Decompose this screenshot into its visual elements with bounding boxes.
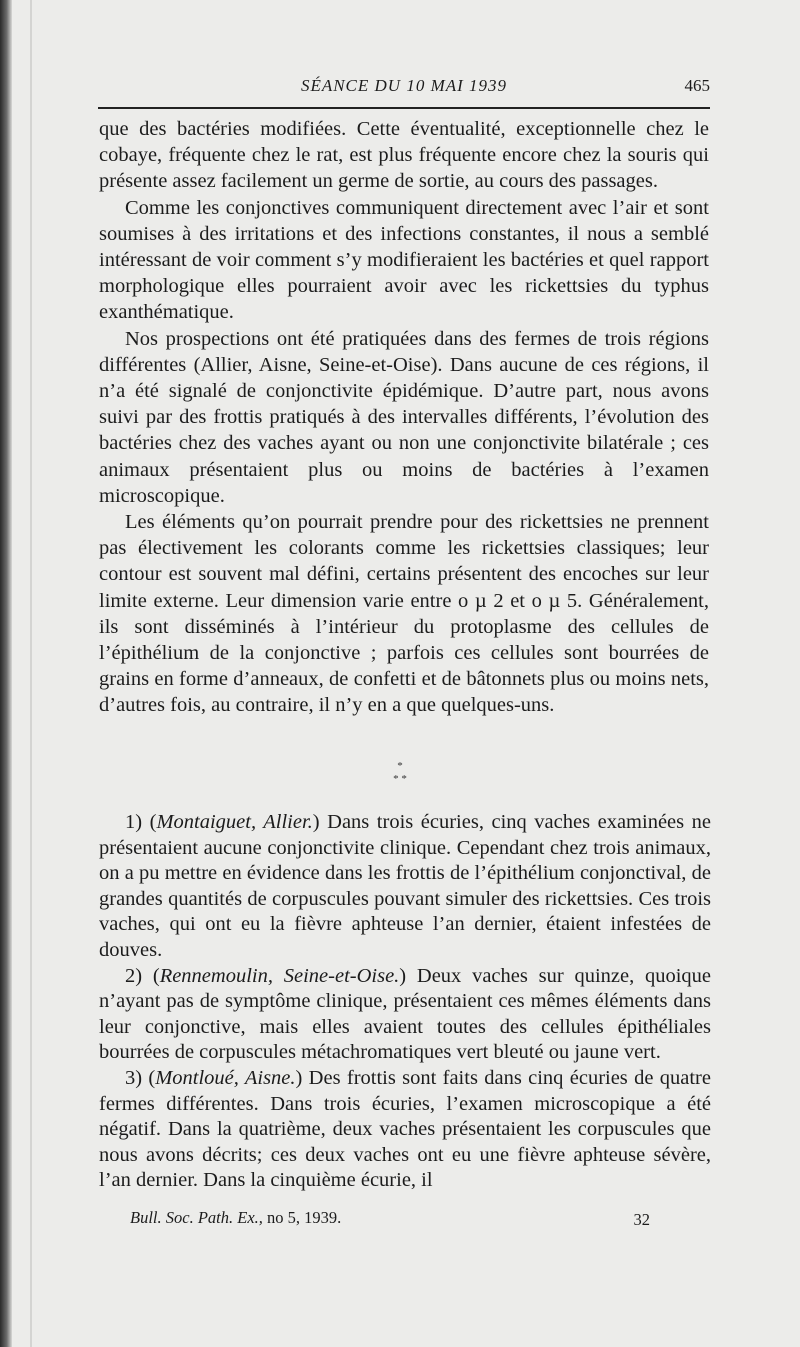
section-separator-bottom: * *: [393, 773, 407, 785]
note-3: 3) (Montloué, Aisne.) Des frottis sont faits dans cinq écuries de quatre fermes différentes. Dans trois écuries, l’examen microscopique a été négatif. Dans la quatrième, deux vaches présentaient les corpuscules que nous avons décrits; ces deux vaches ont eu une fièvre aphteuse sévère, l’an dernier. Dans la cinquième écurie, il: [99, 1066, 711, 1192]
running-header: [98, 76, 710, 106]
book-spine-shadow: [0, 0, 12, 1347]
paragraph-3: Nos prospections ont été pratiquées dans des fermes de trois régions différentes (Allier, Aisne, Seine-et-Oise). Dans aucune de ces régions, il n’a été signalé de conjonctivite épidémique. D’autre part, nous avons suivi par des frottis pratiqués à des intervalles différents, l’évolution des bactéries chez des vaches ayant ou non une conjonctivite bilatérale ; ces animaux présentaient plus ou moins de bactéries à l’examen microscopique.: [99, 327, 709, 507]
journal-issue: no 5, 1939.: [267, 1208, 342, 1227]
body-text: [99, 116, 709, 719]
note-text: Dans trois écuries, cinq vaches examinées ne présentaient aucune conjonctivite clinique. Cependant chez trois animaux, on a pu mettre en évidence dans les frottis de l’épithélium conjonctival, de grandes quantités de corpuscules pouvant simuler des rickettsies. Ces trois vaches, qui ont eu la fièvre aphteuse l’an dernier, étaient infestées de douves.: [99, 811, 711, 961]
note-number: 1): [125, 811, 143, 833]
note-1: 1) (Montaiguet, Allier.) Dans trois écuries, cinq vaches examinées ne présentaient aucune conjonctivite clinique. Cependant chez trois animaux, on a pu mettre en évidence dans les frottis de l’épithélium conjonctival, de grandes quantités de corpuscules pouvant simuler des rickettsies. Ces trois vaches, qui ont eu la fièvre aphteuse l’an dernier, étaient infestées de douves.: [99, 811, 711, 961]
journal-citation: [130, 1208, 341, 1227]
note-text: Des frottis sont faits dans cinq écuries de quatre fermes différentes. Dans trois écuries, l’examen microscopique a été négatif. Dans la quatrième, deux vaches présentaient les corpuscules que nous avons décrits; ces deux vaches ont eu une fièvre aphteuse sévère, l’an dernier. Dans la cinquième écurie, il: [99, 1066, 711, 1192]
note-number: 3): [125, 1066, 143, 1089]
paragraph-4: Les éléments qu’on pourrait prendre pour des rickettsies ne prennent pas électivement les colorants comme les rickettsies classiques; leur contour est souvent mal défini, certains présentent des encoches sur leur limite externe. Leur dimension varie entre o µ 2 et o µ 5. Généralement, ils sont disséminés à l’intérieur du protoplasme des cellules de l’épithélium de la conjonctive ; parfois ces cellules sont bourrées de grains en forme d’anneaux, de confetti et de bâtonnets plus ou moins nets, d’autres fois, au contraire, il n’y en a que quelques-uns.: [99, 511, 709, 717]
journal-name: Bull. Soc. Path. Ex.,: [130, 1208, 263, 1227]
note-place: Montloué, Aisne.: [155, 1066, 296, 1089]
header-title: SÉANCE DU 10 MAI 1939: [300, 76, 508, 95]
note-2: 2) (Rennemoulin, Seine-et-Oise.) Deux vaches sur quinze, quoique n’ayant pas de symptôme clinique, présentaient ces mêmes éléments dans leur conjonctive, mais elles avaient toutes des cellules épithéliales bourrées de corpuscules métachromatiques vert bleuté ou jaune vert.: [99, 964, 712, 1064]
note-number: 2): [125, 964, 143, 987]
note-place: Montaiguet, Allier.: [156, 811, 313, 833]
paragraph-1: que des bactéries modifiées. Cette éventualité, exceptionnelle chez le cobaye, fréquente chez le rat, est plus fréquente encore chez la souris qui présente assez facilement un germe de sortie, au cours des passages.: [99, 118, 709, 193]
paragraph-2: Comme les conjonctives communiquent directement avec l’air et sont soumises à des irritations et des infections constantes, il nous a semblé intéressant de voir comment s’y modifieraient les bactéries et quel rapport morphologique elles pourraient avoir avec les rickettsies du typhus exanthématique.: [99, 196, 709, 324]
header-rule: [98, 107, 710, 109]
page-edge-line: [30, 0, 32, 1347]
observation-notes: [99, 810, 711, 1194]
page-footer: [130, 1208, 650, 1228]
note-place: Rennemoulin, Seine-et-Oise.: [159, 964, 400, 987]
note-text: Deux vaches sur quinze, quoique n’ayant pas de symptôme clinique, présentaient ces mêmes éléments dans leur conjonctive, mais elles avaient toutes des cellules épithéliales bourrées de corpuscules métachromatiques vert bleuté ou jaune vert.: [99, 964, 712, 1064]
section-separator-top: *: [397, 760, 403, 772]
signature-number: 32: [633, 1210, 650, 1229]
page-number: 465: [684, 76, 710, 95]
